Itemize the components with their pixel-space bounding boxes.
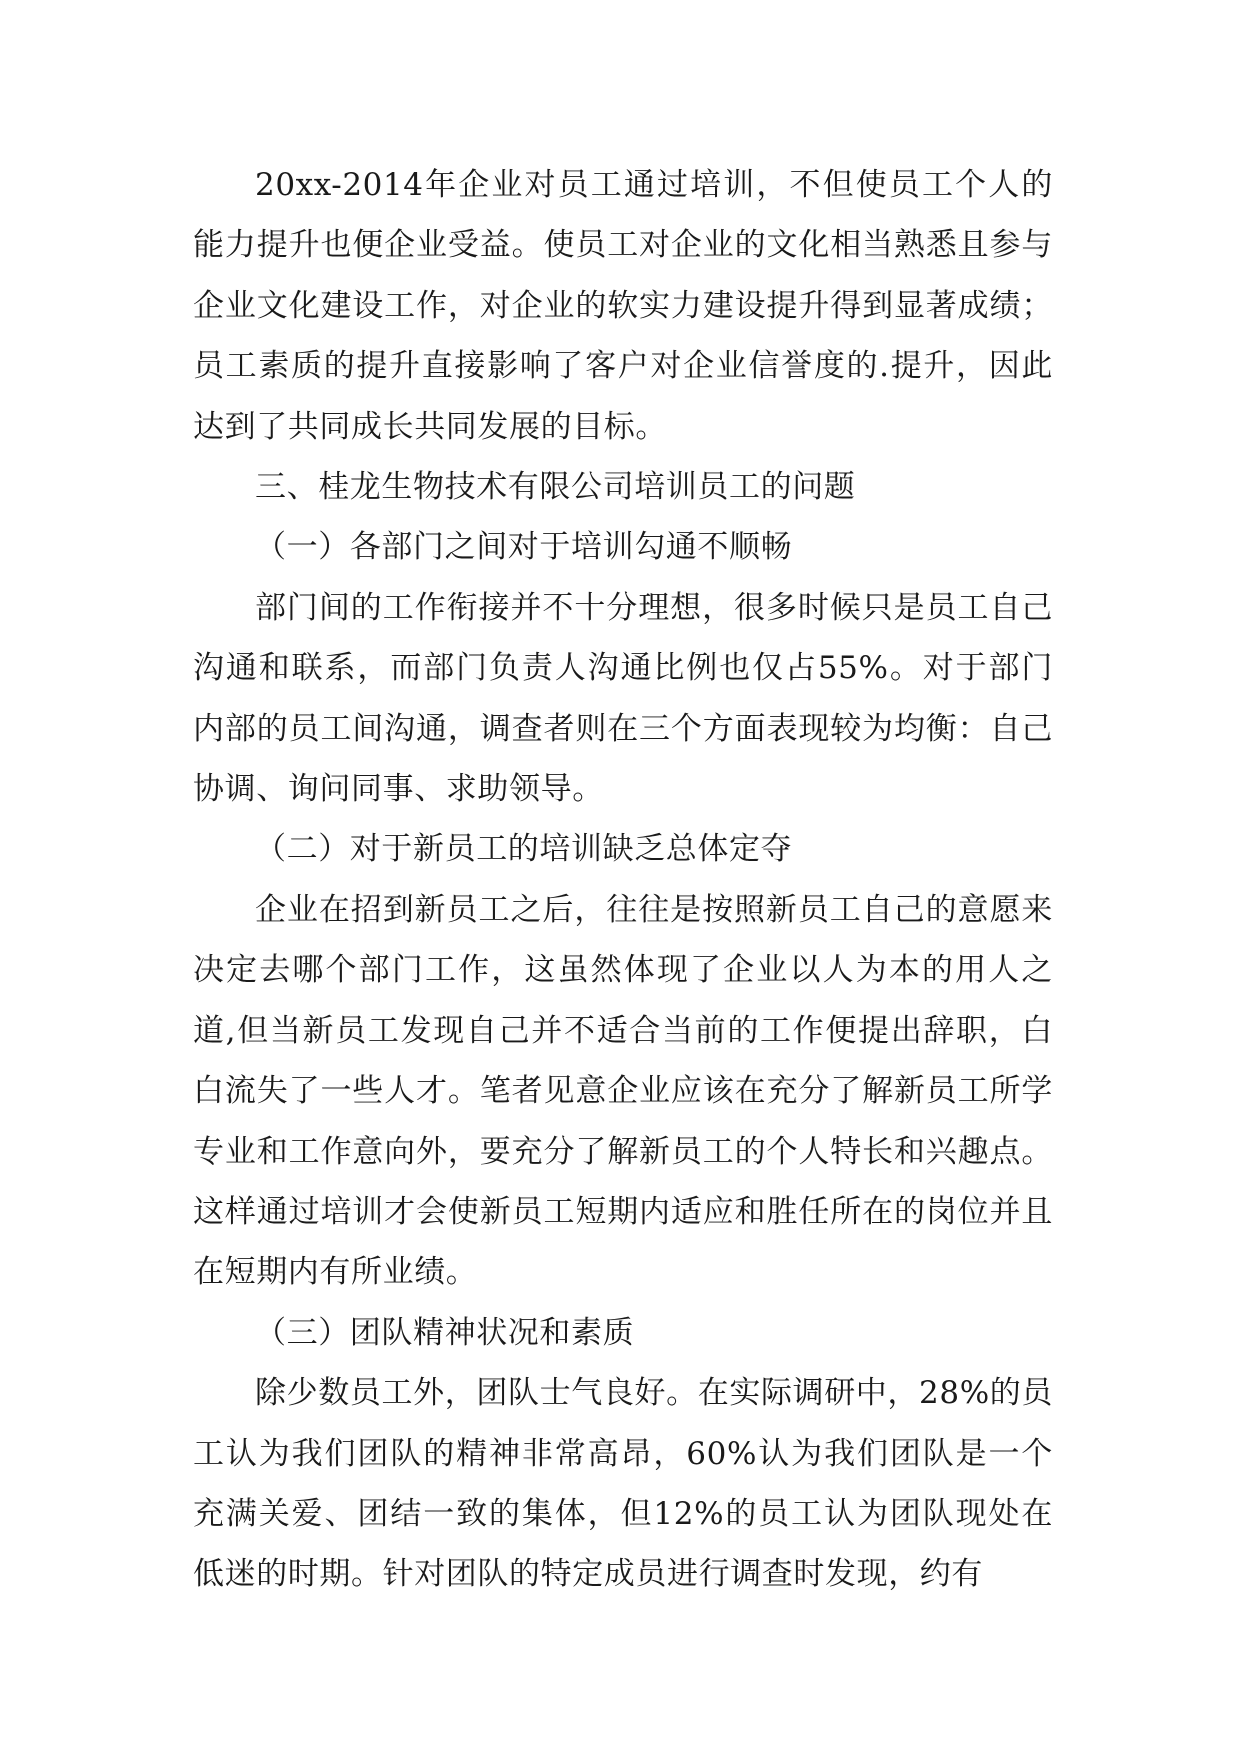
paragraph-new-employee-training: 企业在招到新员工之后，往往是按照新员工自己的意愿来决定去哪个部门工作，这虽然体现了企业以人为本的用人之道,但当新员工发现自己并不适合当前的工作便提出辞职，白白流失了一些人才。笔者见意企业应该在充分了解新员工所学专业和工作意向外，要充分了解新员工的个人特长和兴趣点。这样通过培训才会使新员工短期内适应和胜任所在的岗位并且在短期内有所业绩。 bbox=[193, 891, 1053, 1291]
subheading-team-spirit: （三）团队精神状况和素质 bbox=[255, 1314, 635, 1351]
paragraph-team-spirit: 除少数员工外，团队士气良好。在实际调研中，28%的员工认为我们团队的精神非常高昂，60%认为我们团队是一个充满关爱、团结一致的集体，但12%的员工认为团队现处在低迷的时期。针对团队的特定成员进行调查时发现，约有 bbox=[193, 1375, 1053, 1593]
section-heading-training-problems: 三、桂龙生物技术有限公司培训员工的问题 bbox=[255, 469, 856, 506]
subheading-department-communication: （一）各部门之间对于培训勾通不顺畅 bbox=[255, 529, 793, 566]
subheading-new-employee-training: （二）对于新员工的培训缺乏总体定夺 bbox=[255, 831, 793, 868]
paragraph-training-benefits: 20xx-2014年企业对员工通过培训，不但使员工个人的能力提升也便企业受益。使员工对企业的文化相当熟悉且参与企业文化建设工作，对企业的软实力建设提升得到显著成绩；员工素质的提升直接影响了客户对企业信誉度的.提升，因此达到了共同成长共同发展的目标。 bbox=[193, 167, 1053, 445]
paragraph-department-communication: 部门间的工作衔接并不十分理想，很多时候只是员工自己沟通和联系，而部门负责人沟通比例也仅占55%。对于部门内部的员工间沟通，调查者则在三个方面表现较为均衡：自己协调、询问同事、求助领导。 bbox=[193, 589, 1053, 808]
document-body bbox=[193, 155, 1053, 1605]
